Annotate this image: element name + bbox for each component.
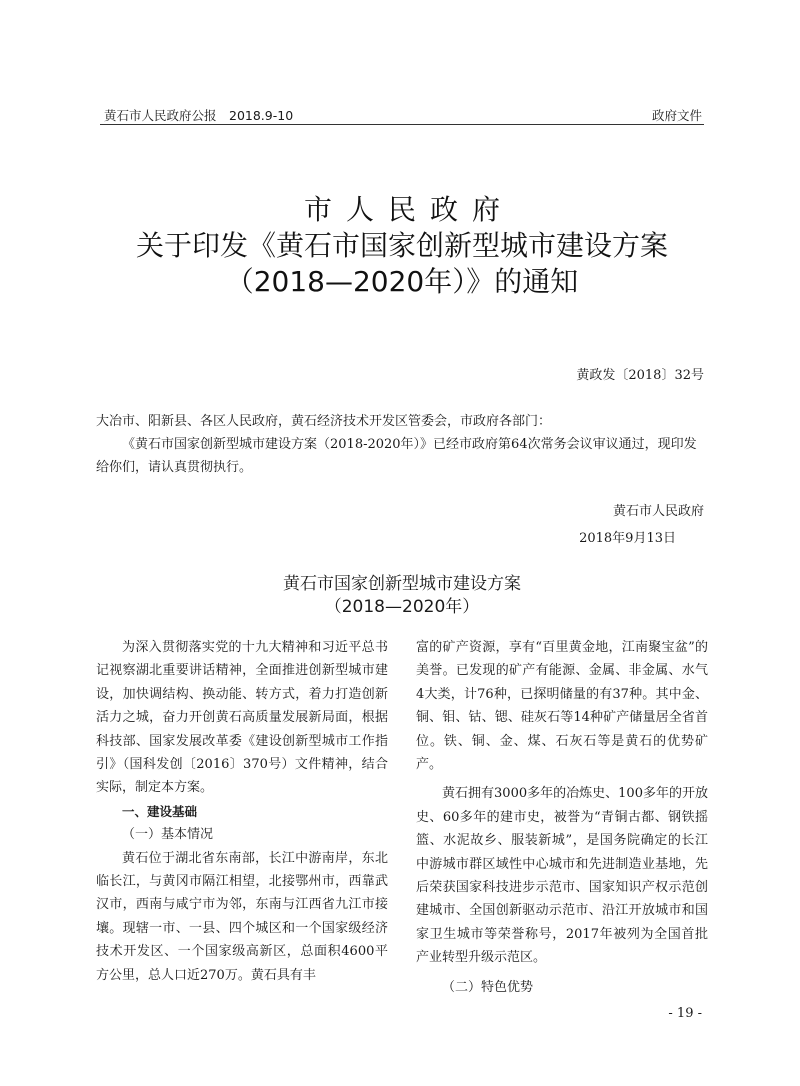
page-number: - 19 - bbox=[668, 1006, 702, 1021]
subsection-heading: （一）基本情况 bbox=[122, 827, 214, 843]
plan-title-line-2: （2018—2020年） bbox=[324, 597, 480, 617]
plan-title-line-1: 黄石市国家创新型城市建设方案 bbox=[283, 574, 521, 594]
section-label: 政府文件 bbox=[651, 108, 702, 123]
intro-paragraph: 为深入贯彻落实党的十九大精神和习近平总书记视察湖北重要讲话精神，全面推进创新型城市建设，加快调结构、换动能、转方式，着力打造创新活力之城，奋力开创黄石高质量发展新局面，根据科技部、国家发展改革委《建设创新型城市工作指引》（国科发创〔2016〕370号）文件精神，结合实际，制定本方案。 bbox=[96, 640, 388, 796]
left-column bbox=[96, 636, 388, 987]
title-line-3: （2018—2020年）》的通知 bbox=[225, 265, 579, 298]
running-header bbox=[100, 104, 704, 125]
issue-date: 2018年9月13日 bbox=[579, 531, 676, 546]
issuer: 黄石市人民政府 bbox=[612, 504, 704, 519]
document-number: 黄政发〔2018〕32号 bbox=[576, 368, 704, 383]
recipients: 大冶市、阳新县、各区人民政府，黄石经济技术开发区管委会，市政府各部门： bbox=[96, 414, 552, 429]
notice-body: 《黄石市国家创新型城市建设方案（2018-2020年）》已经市政府第64次常务会议审议通过，现印发给你们，请认真贯彻执行。 bbox=[96, 437, 697, 475]
plan-title bbox=[100, 573, 704, 619]
section-heading: 一、建设基础 bbox=[122, 803, 198, 819]
basic-info-paragraph: 黄石位于湖北省东南部，长江中游南岸，东北临长江，与黄冈市隔江相望，北接鄂州市，西靠武汉市，西南与咸宁市为邻，东南与江西省九江市接壤。现辖一市、一县、四个城区和一个国家级经济技术开发区、一个国家级高新区，总面积4600平方公里，总人口近270万。黄石具有丰 bbox=[96, 850, 388, 983]
basic-info-continued: 富的矿产资源，享有“百里黄金地，江南聚宝盆”的美誉。已发现的矿产有能源、金属、非金属、水气4大类，计76种，已探明储量的有37种。其中金、铜、钼、钴、锶、硅灰石等14种矿产储量居全省首位。铁、铜、金、煤、石灰石等是黄石的优势矿产。 bbox=[416, 640, 708, 773]
title-line-1: 市人民政府 bbox=[303, 193, 514, 226]
right-column bbox=[416, 636, 708, 999]
publication-name: 黄石市人民政府公报 2018.9-10 bbox=[104, 108, 294, 123]
history-paragraph: 黄石拥有3000多年的冶炼史、100多年的开放史、60多年的建市史，被誉为“青铜古都、钢铁摇篮、水泥故乡、服装新城”，是国务院确定的长江中游城市群区域性中心城市和先进制造业基地，先后荣获国家科技进步示范市、国家知识产权示范创建城市、全国创新驱动示范市、沿江开放城市和国家卫生城市等荣誉称号，2017年被列为全国首批产业转型升级示范区。 bbox=[416, 786, 708, 966]
subsection-heading-2: （二）特色优势 bbox=[442, 979, 534, 995]
title-line-2: 关于印发《黄石市国家创新型城市建设方案 bbox=[135, 229, 668, 262]
document-title bbox=[100, 192, 704, 300]
